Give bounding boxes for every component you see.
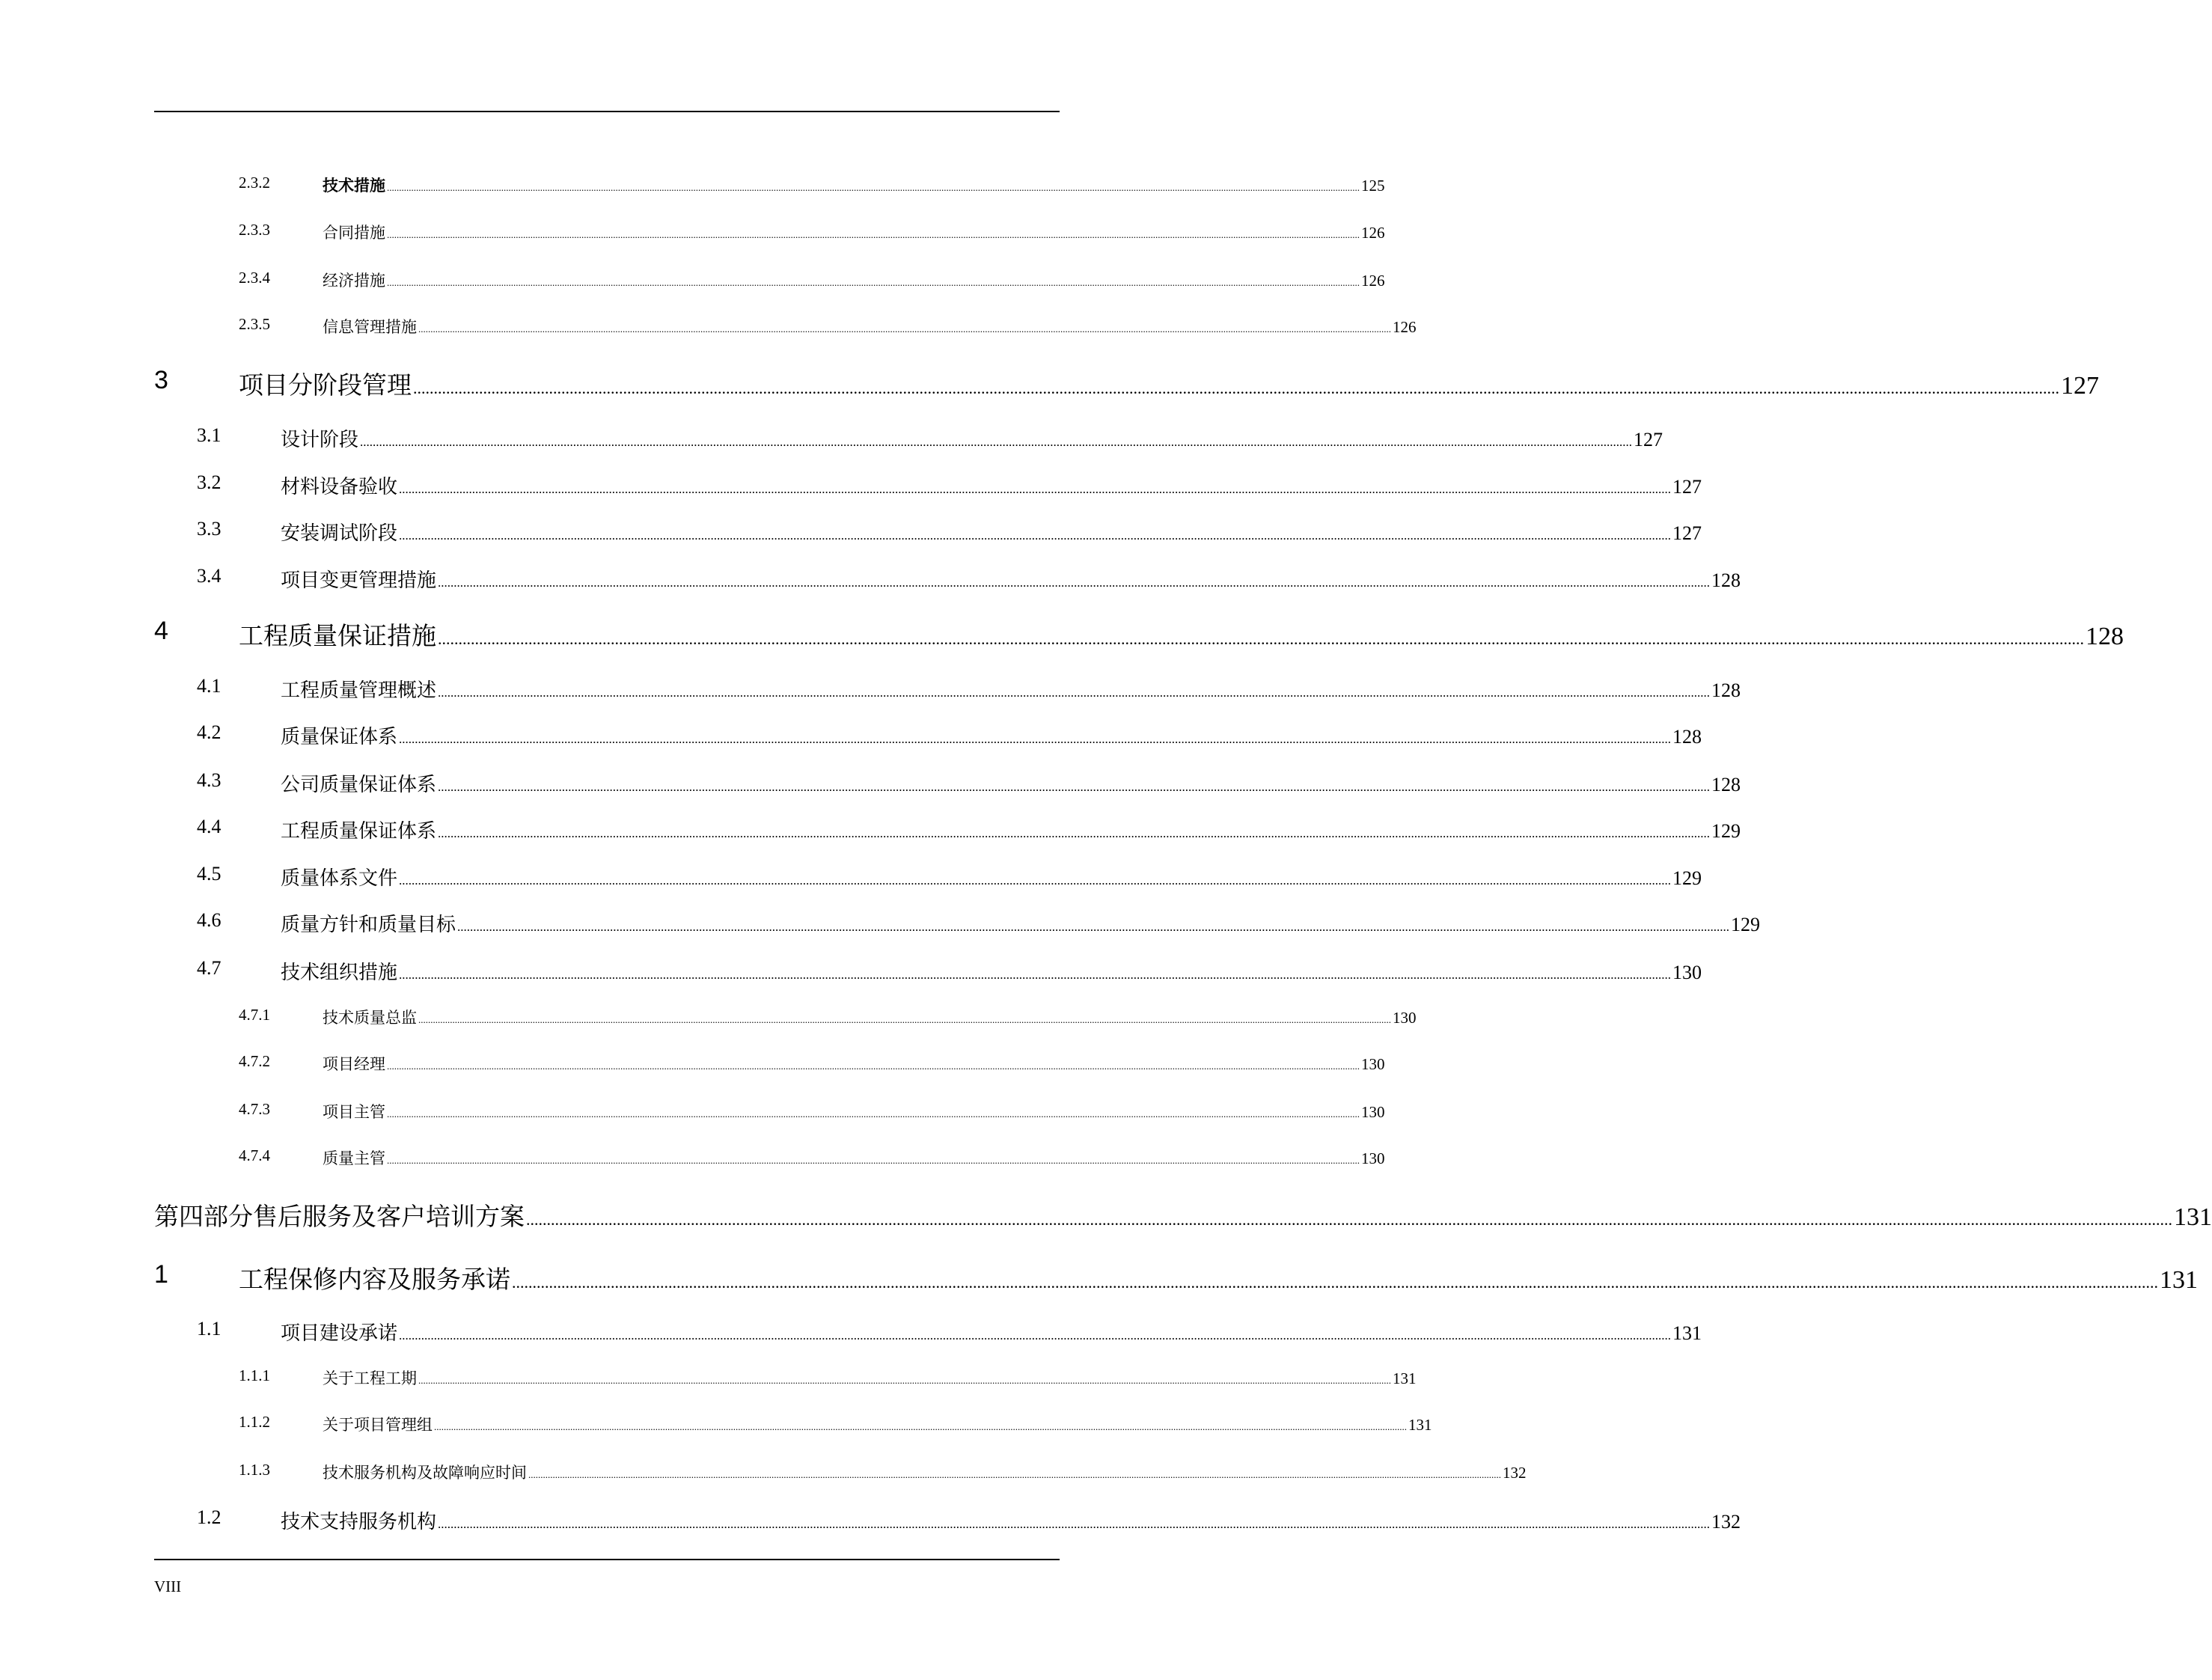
toc-entry-line bbox=[154, 1197, 2212, 1232]
toc-entry-number: 4.6 bbox=[197, 908, 221, 931]
toc-entry-page: 129 bbox=[1711, 819, 1741, 842]
toc-entry-page: 126 bbox=[1361, 272, 1385, 290]
dot-leader: ................................................................................................................................................................................................................................................................................................................................................................................................................ bbox=[399, 1328, 1672, 1343]
dot-leader: ................................................................................................................................................................................................................................................................................................................................................................................................................ bbox=[528, 1469, 1501, 1481]
dot-leader: ................................................................................................................................................................................................................................................................................................................................................................................................................ bbox=[438, 825, 1711, 840]
toc-entry-number: 2.3.3 bbox=[239, 221, 270, 239]
toc-entry-number: 4.2 bbox=[197, 721, 221, 743]
toc-entry-line bbox=[323, 1461, 1527, 1483]
dot-leader: ................................................................................................................................................................................................................................................................................................................................................................................................................ bbox=[418, 1375, 1391, 1387]
dot-leader: ................................................................................................................................................................................................................................................................................................................................................................................................................ bbox=[438, 629, 2084, 649]
toc-entry-page: 127 bbox=[1672, 522, 1702, 544]
toc-entry-number: 2.3.2 bbox=[239, 174, 270, 192]
toc-entry-title[interactable]: 工程质量管理概述 bbox=[281, 679, 437, 702]
toc-entry-line bbox=[281, 1318, 1702, 1345]
toc-entry-title[interactable]: 技术措施 bbox=[323, 177, 385, 195]
toc-entry-title[interactable]: 质量方针和质量目标 bbox=[281, 913, 456, 936]
dot-leader: ................................................................................................................................................................................................................................................................................................................................................................................................................ bbox=[387, 1155, 1360, 1167]
toc-entry-page: 128 bbox=[1672, 725, 1702, 748]
toc-entry-title[interactable]: 合同措施 bbox=[323, 224, 385, 242]
toc-entry-page: 131 bbox=[1393, 1369, 1417, 1388]
toc-entry-title[interactable]: 质量主管 bbox=[323, 1149, 385, 1168]
toc-entry-line bbox=[281, 1506, 1741, 1534]
toc-entry-number: 4.1 bbox=[197, 674, 221, 697]
toc-entry-line bbox=[323, 1413, 1432, 1435]
toc-entry-title[interactable]: 项目经理 bbox=[323, 1055, 385, 1074]
toc-entry-line bbox=[323, 269, 1385, 291]
toc-entry-page: 131 bbox=[1672, 1322, 1702, 1344]
toc-entry-page: 127 bbox=[1672, 475, 1702, 498]
toc-entry-line bbox=[281, 863, 1702, 891]
toc-entry-line bbox=[323, 315, 1417, 337]
toc-entry-page: 125 bbox=[1361, 177, 1385, 195]
toc-entry-line bbox=[281, 769, 1741, 797]
toc-entry-line bbox=[323, 1052, 1385, 1075]
toc-entry-title[interactable]: 技术组织措施 bbox=[281, 961, 398, 984]
toc-entry-page: 130 bbox=[1672, 961, 1702, 983]
toc-entry-line bbox=[281, 471, 1702, 499]
toc-entry-title[interactable]: 工程保修内容及服务承诺 bbox=[239, 1265, 510, 1295]
dot-leader: ................................................................................................................................................................................................................................................................................................................................................................................................................ bbox=[512, 1273, 2158, 1292]
toc-entry-title[interactable]: 经济措施 bbox=[323, 272, 385, 290]
toc-entry-page: 128 bbox=[1711, 679, 1741, 701]
dot-leader: ................................................................................................................................................................................................................................................................................................................................................................................................................ bbox=[387, 1108, 1360, 1120]
toc-entry-line bbox=[281, 909, 1761, 937]
toc-entry-title[interactable]: 技术质量总监 bbox=[323, 1009, 417, 1027]
toc-entry-number: 4.3 bbox=[197, 769, 221, 791]
dot-leader: ................................................................................................................................................................................................................................................................................................................................................................................................................ bbox=[438, 1516, 1711, 1531]
toc-entry-page: 127 bbox=[1634, 428, 1663, 450]
dot-leader: ................................................................................................................................................................................................................................................................................................................................................................................................................ bbox=[438, 685, 1711, 700]
toc-entry-number: 3.1 bbox=[197, 424, 221, 446]
toc-entry-title[interactable]: 工程质量保证措施 bbox=[239, 621, 436, 651]
dot-leader: ................................................................................................................................................................................................................................................................................................................................................................................................................ bbox=[399, 481, 1672, 496]
toc-entry-number: 4.7.2 bbox=[239, 1052, 270, 1071]
toc-entry-number: 2.3.4 bbox=[239, 269, 270, 287]
toc-entry-line bbox=[281, 518, 1702, 546]
toc-entry-number: 4.7 bbox=[197, 956, 221, 979]
toc-entry-number: 3.2 bbox=[197, 471, 221, 493]
toc-entry-number: 3.4 bbox=[197, 564, 221, 587]
toc-entry-number: 2.3.5 bbox=[239, 315, 270, 334]
dot-leader: ................................................................................................................................................................................................................................................................................................................................................................................................................ bbox=[387, 229, 1360, 241]
toc-entry-page: 126 bbox=[1393, 318, 1417, 337]
toc-entry-line bbox=[323, 1100, 1385, 1122]
toc-entry-page: 131 bbox=[2174, 1203, 2212, 1232]
toc-entry-page: 130 bbox=[1361, 1103, 1385, 1122]
toc-entry-line bbox=[281, 675, 1741, 703]
toc-entry-page: 127 bbox=[2061, 372, 2099, 400]
toc-entry-title[interactable]: 质量保证体系 bbox=[281, 725, 398, 748]
toc-entry-page: 130 bbox=[1361, 1055, 1385, 1074]
toc-entry-line bbox=[239, 366, 2099, 401]
toc-entry-title[interactable]: 关于工程工期 bbox=[323, 1369, 417, 1388]
footer-page-number: VIII bbox=[154, 1577, 182, 1595]
toc-entry-title[interactable]: 信息管理措施 bbox=[323, 318, 417, 337]
toc-entry-number: 1.1.1 bbox=[239, 1366, 270, 1385]
toc-entry-title[interactable]: 质量体系文件 bbox=[281, 867, 398, 890]
toc-entry-title[interactable]: 设计阶段 bbox=[281, 428, 359, 451]
dot-leader: ................................................................................................................................................................................................................................................................................................................................................................................................................ bbox=[418, 1014, 1391, 1026]
toc-entry-page: 128 bbox=[1711, 569, 1741, 591]
toc-entry-number: 4.5 bbox=[197, 862, 221, 885]
toc-entry-line bbox=[281, 721, 1702, 749]
toc-entry-page: 129 bbox=[1731, 913, 1761, 935]
toc-entry-page: 130 bbox=[1393, 1009, 1417, 1027]
toc-entry-page: 131 bbox=[1408, 1416, 1432, 1435]
toc-entry-page: 131 bbox=[2160, 1266, 2198, 1295]
toc-entry-line bbox=[323, 1366, 1417, 1389]
toc-entry-title[interactable]: 项目建设承诺 bbox=[281, 1322, 398, 1345]
toc-entry-number: 4.4 bbox=[197, 815, 221, 837]
toc-entry-title[interactable]: 工程质量保证体系 bbox=[281, 819, 437, 843]
dot-leader: ................................................................................................................................................................................................................................................................................................................................................................................................................ bbox=[360, 434, 1633, 449]
toc-entry-line bbox=[239, 617, 2124, 652]
toc-entry-page: 126 bbox=[1361, 224, 1385, 242]
toc-entry-line bbox=[323, 174, 1385, 196]
toc-entry-line bbox=[281, 424, 1663, 452]
dot-leader: ................................................................................................................................................................................................................................................................................................................................................................................................................ bbox=[399, 967, 1672, 982]
toc-entry-number: 4.7.3 bbox=[239, 1100, 270, 1119]
toc-entry-page: 129 bbox=[1672, 867, 1702, 889]
toc-entry-line bbox=[281, 957, 1702, 985]
dot-leader: ................................................................................................................................................................................................................................................................................................................................................................................................................ bbox=[418, 323, 1391, 335]
toc-entry-number: 3.3 bbox=[197, 517, 221, 540]
toc-entry-title[interactable]: 安装调试阶段 bbox=[281, 522, 398, 545]
dot-leader: ................................................................................................................................................................................................................................................................................................................................................................................................................ bbox=[387, 1060, 1360, 1072]
dot-leader: ................................................................................................................................................................................................................................................................................................................................................................................................................ bbox=[399, 873, 1672, 888]
toc-entry-title[interactable]: 技术服务机构及故障响应时间 bbox=[323, 1464, 527, 1482]
dot-leader: ................................................................................................................................................................................................................................................................................................................................................................................................................ bbox=[526, 1210, 2172, 1230]
dot-leader: ................................................................................................................................................................................................................................................................................................................................................................................................................ bbox=[387, 277, 1360, 289]
toc-entry-page: 130 bbox=[1361, 1149, 1385, 1168]
toc-entry-number: 1.2 bbox=[197, 1506, 221, 1528]
toc-entry-title[interactable]: 项目分阶段管理 bbox=[239, 370, 412, 400]
toc-entry-page: 128 bbox=[1711, 773, 1741, 795]
toc-entry-page: 132 bbox=[1711, 1510, 1741, 1533]
footer-rule bbox=[154, 1559, 1060, 1560]
toc-entry-title[interactable]: 第四部分售后服务及客户培训方案 bbox=[154, 1202, 525, 1232]
toc-entry-number: 3 bbox=[154, 366, 168, 395]
toc-entry-line bbox=[281, 816, 1741, 843]
toc-entry-number: 1.1.3 bbox=[239, 1461, 270, 1479]
toc-entry-line bbox=[323, 1006, 1417, 1028]
toc-entry-title[interactable]: 公司质量保证体系 bbox=[281, 773, 437, 796]
toc-entry-title[interactable]: 项目主管 bbox=[323, 1103, 385, 1122]
toc-entry-number: 4 bbox=[154, 617, 168, 646]
toc-entry-line bbox=[323, 221, 1385, 243]
toc-entry-title[interactable]: 技术支持服务机构 bbox=[281, 1510, 437, 1533]
dot-leader: ................................................................................................................................................................................................................................................................................................................................................................................................................ bbox=[438, 575, 1711, 590]
dot-leader: ................................................................................................................................................................................................................................................................................................................................................................................................................ bbox=[438, 779, 1711, 794]
toc-entry-line bbox=[281, 565, 1741, 593]
dot-leader: ................................................................................................................................................................................................................................................................................................................................................................................................................ bbox=[434, 1421, 1407, 1433]
header-rule bbox=[154, 111, 1060, 112]
toc-entry-title[interactable]: 项目变更管理措施 bbox=[281, 569, 437, 592]
toc-entry-title[interactable]: 关于项目管理组 bbox=[323, 1416, 433, 1435]
dot-leader: ................................................................................................................................................................................................................................................................................................................................................................................................................ bbox=[387, 182, 1360, 194]
toc-entry-line bbox=[239, 1260, 2198, 1295]
toc-entry-number: 1.1 bbox=[197, 1317, 221, 1340]
dot-leader: ................................................................................................................................................................................................................................................................................................................................................................................................................ bbox=[399, 528, 1672, 543]
toc-entry-line bbox=[323, 1146, 1385, 1169]
toc-entry-number: 1 bbox=[154, 1260, 168, 1289]
toc-entry-number: 1.1.2 bbox=[239, 1413, 270, 1432]
dot-leader: ................................................................................................................................................................................................................................................................................................................................................................................................................ bbox=[457, 919, 1730, 934]
dot-leader: ................................................................................................................................................................................................................................................................................................................................................................................................................ bbox=[399, 731, 1672, 746]
toc-entry-title[interactable]: 材料设备验收 bbox=[281, 475, 398, 498]
toc-entry-number: 4.7.4 bbox=[239, 1146, 270, 1165]
toc-entry-page: 132 bbox=[1503, 1464, 1527, 1482]
dot-leader: ................................................................................................................................................................................................................................................................................................................................................................................................................ bbox=[413, 379, 2059, 398]
toc-entry-page: 128 bbox=[2086, 623, 2124, 651]
toc-entry-number: 4.7.1 bbox=[239, 1006, 270, 1024]
